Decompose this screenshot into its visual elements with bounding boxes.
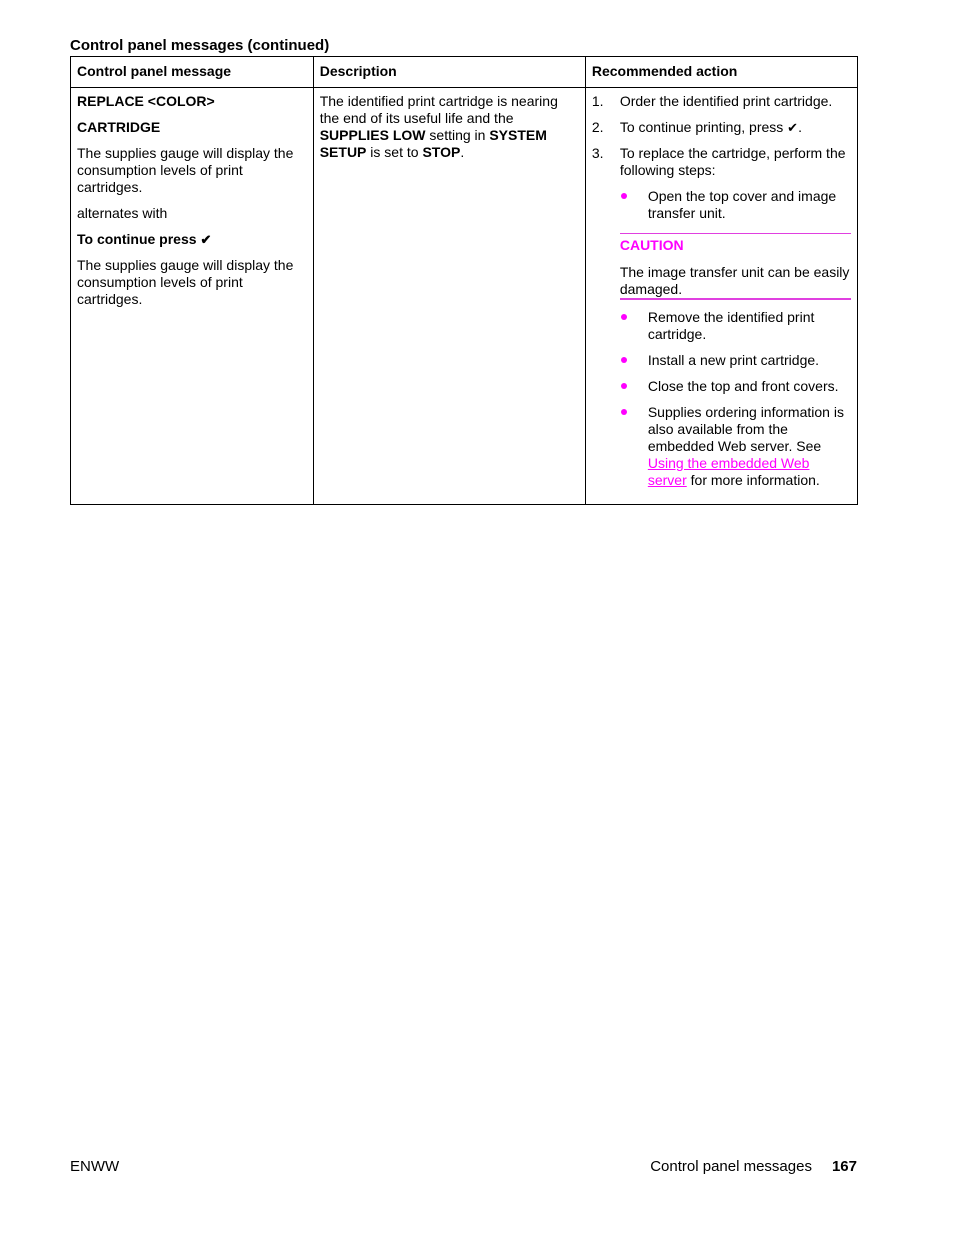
- step-number: 1.: [591, 93, 604, 109]
- sub-steps-before: [620, 188, 851, 222]
- list-item: [620, 309, 851, 343]
- bullet-text-after: for more information.: [686, 472, 820, 488]
- description-bold2: SYSTEM SETUP: [319, 127, 547, 160]
- control-panel-messages-table: [70, 56, 858, 505]
- caution-text: The image transfer unit can be easily damaged.: [619, 264, 850, 297]
- continue-label: To continue press: [77, 231, 197, 247]
- description-bold1: SUPPLIES LOW: [319, 127, 426, 143]
- message-line2: CARTRIDGE: [77, 119, 161, 135]
- list-item: [592, 93, 851, 110]
- footer-enww: ENWW: [70, 1158, 120, 1175]
- page-number: 167: [831, 1158, 857, 1175]
- sub-steps-after: [620, 309, 851, 489]
- description-cell: [313, 88, 585, 505]
- bullet-icon: [621, 314, 627, 320]
- description-part4: .: [460, 144, 465, 160]
- bullet-icon: [621, 357, 627, 363]
- action-steps: [592, 93, 851, 489]
- list-item: [620, 378, 851, 395]
- header-description: Description: [313, 57, 585, 88]
- message-para2: The supplies gauge will display the consumption levels of print cartridges.: [77, 257, 294, 307]
- step-number: 3.: [591, 145, 604, 161]
- table-row: [71, 88, 858, 505]
- bullet-icon: [621, 193, 627, 199]
- description-text: [320, 93, 579, 161]
- continue-line: [77, 231, 307, 248]
- bullet-text: Supplies ordering information is also available from the embedded Web server. See: [647, 404, 844, 454]
- description-bold3: STOP: [422, 144, 461, 160]
- bullet-icon: [621, 383, 627, 389]
- action-cell: [585, 88, 857, 505]
- step-suffix: .: [798, 119, 802, 135]
- list-item: [592, 119, 851, 136]
- message-line1: REPLACE <COLOR>: [77, 93, 215, 109]
- step-number: 2.: [591, 119, 604, 135]
- list-item: [620, 352, 851, 369]
- bullet-icon: [621, 409, 627, 415]
- bullet-text: Install a new print cartridge.: [647, 352, 820, 368]
- caution-box: [620, 233, 851, 300]
- checkmark-icon: ✔: [787, 120, 799, 135]
- description-part2: setting in: [425, 127, 490, 143]
- header-control-panel-message: Control panel message: [71, 57, 314, 88]
- description-part3: is set to: [366, 144, 423, 160]
- footer-right: [650, 1158, 857, 1175]
- step-text: Order the identified print cartridge.: [619, 93, 833, 109]
- alternates-text: alternates with: [77, 205, 168, 221]
- list-item: [620, 404, 851, 489]
- footer-section: Control panel messages: [650, 1158, 812, 1175]
- header-recommended-action: Recommended action: [585, 57, 857, 88]
- list-item: [592, 145, 851, 489]
- checkmark-icon: ✔: [200, 232, 212, 247]
- list-item: [620, 188, 851, 222]
- bullet-text: Open the top cover and image transfer unit.: [647, 188, 837, 221]
- bullet-text: Close the top and front covers.: [647, 378, 839, 394]
- table-header-row: [71, 57, 858, 88]
- message-para1: The supplies gauge will display the consumption levels of print cartridges.: [77, 145, 294, 195]
- embedded-web-server-link[interactable]: Using the embedded Web server: [647, 455, 810, 488]
- description-part1: The identified print cartridge is nearing the end of its useful life and the: [319, 93, 558, 126]
- bullet-text: Remove the identified print cartridge.: [647, 309, 815, 342]
- step-text: To replace the cartridge, perform the following steps:: [619, 145, 846, 178]
- caution-title: CAUTION: [619, 237, 684, 253]
- step-text: To continue printing, press: [619, 119, 784, 135]
- page-title: Control panel messages (continued): [70, 37, 330, 54]
- message-cell: [71, 88, 314, 505]
